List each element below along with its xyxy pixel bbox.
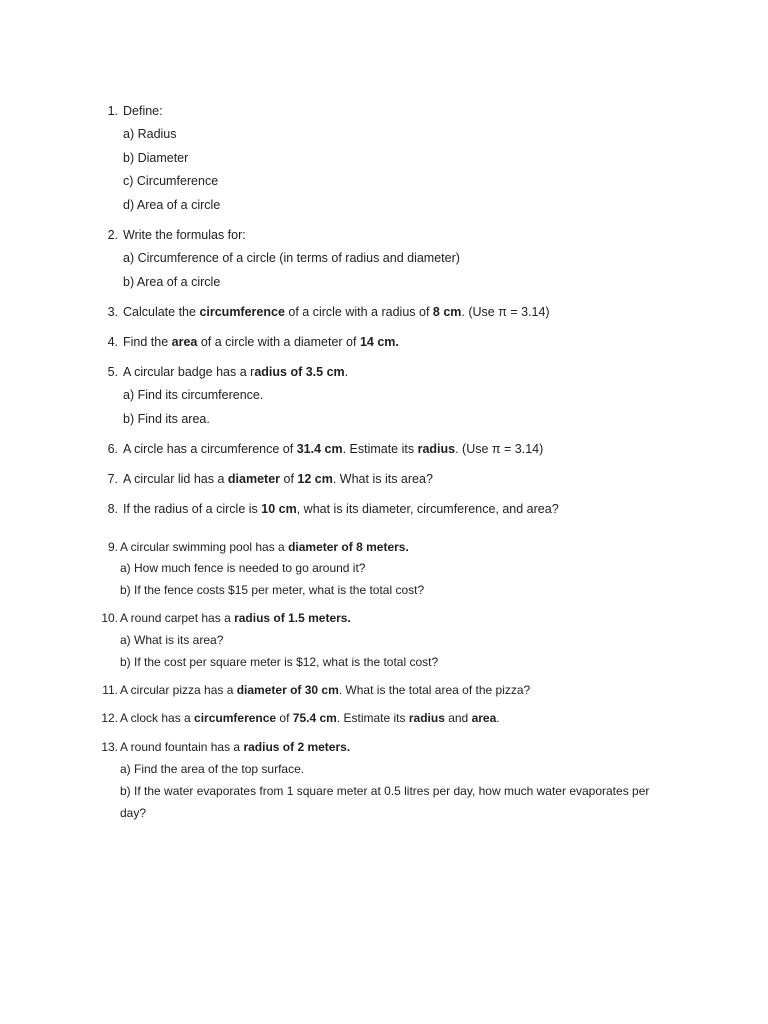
text-segment: If the radius of a circle is — [123, 502, 262, 516]
question-text — [123, 228, 246, 243]
bold-term: area — [471, 711, 497, 725]
question-text — [120, 740, 350, 755]
bold-term: 12 cm — [297, 472, 333, 486]
text-segment: A circular lid has a — [123, 472, 228, 486]
bold-term: diameter of 30 cm — [236, 683, 339, 697]
text-segment: A circle has a circumference of — [123, 442, 297, 456]
text-segment: A round carpet has a — [120, 611, 235, 625]
sub-question: b) Find its area. — [123, 412, 210, 426]
question-text — [123, 365, 348, 380]
sub-question: a) How much fence is needed to go around it? — [120, 561, 366, 575]
bold-term: area — [171, 335, 198, 349]
text-segment: Write the formulas for: — [123, 228, 246, 242]
text-segment: A clock has a — [120, 711, 195, 725]
question-number: 8. — [107, 502, 118, 516]
text-segment: of a circle with a radius of — [284, 305, 433, 319]
bold-term: adius of 3.5 cm — [254, 365, 345, 379]
sub-question: a) Find the area of the top surface. — [120, 762, 305, 776]
bold-term: 31.4 cm — [296, 442, 343, 456]
sub-question: b) Area of a circle — [123, 275, 221, 289]
question-number: 13. — [101, 740, 118, 754]
question-number: 2. — [107, 228, 118, 242]
bold-term: diameter — [227, 472, 281, 486]
text-segment: . — [344, 365, 349, 379]
text-segment: . — [496, 711, 500, 725]
question-number: 9. — [107, 540, 118, 554]
sub-question: day? — [120, 806, 147, 820]
text-segment: and — [444, 711, 472, 725]
text-segment: , what is its diameter, circumference, and area? — [296, 502, 559, 516]
bold-term: radius of 2 meters. — [243, 740, 351, 754]
text-segment: . What is the total area of the pizza? — [338, 683, 531, 697]
bold-term: diameter of 8 meters. — [288, 540, 409, 554]
sub-question: d) Area of a circle — [123, 198, 221, 212]
bold-term: 10 cm — [261, 502, 297, 516]
sub-question: c) Circumference — [123, 174, 219, 188]
question-text — [120, 611, 351, 626]
question-number: 6. — [107, 442, 118, 456]
sub-question: b) If the water evaporates from 1 square meter at 0.5 litres per day, how much water evaporates per — [120, 784, 650, 798]
question-text — [123, 502, 559, 517]
sub-question: a) What is its area? — [120, 633, 224, 647]
text-segment: Define: — [123, 104, 163, 118]
question-text — [123, 305, 550, 320]
sub-question: a) Circumference of a circle (in terms of radius and diameter) — [123, 251, 460, 265]
sub-question: a) Radius — [123, 127, 177, 141]
text-segment: A circular swimming pool has a — [120, 540, 289, 554]
sub-question: b) If the cost per square meter is $12, what is the total cost? — [120, 655, 439, 669]
sub-question: b) Diameter — [123, 151, 189, 165]
text-segment: Find the — [123, 335, 172, 349]
question-number: 10. — [101, 611, 118, 625]
question-text — [123, 104, 163, 119]
question-number: 5. — [107, 365, 118, 379]
bold-term: circumference — [199, 305, 285, 319]
sub-question: a) Find its circumference. — [123, 388, 264, 402]
text-segment: . What is its area? — [332, 472, 433, 486]
text-segment: A circular pizza has a — [120, 683, 237, 697]
text-segment: A circular badge has a r — [123, 365, 255, 379]
sub-question: b) If the fence costs $15 per meter, what is the total cost? — [120, 583, 425, 597]
question-text — [123, 335, 399, 350]
bold-term: radius — [408, 711, 445, 725]
text-segment: Calculate the — [123, 305, 200, 319]
text-segment: . Estimate its — [342, 442, 418, 456]
text-segment: of a circle with a diameter of — [197, 335, 360, 349]
text-segment: . Estimate its — [336, 711, 409, 725]
question-text — [120, 540, 409, 555]
bold-term: 8 cm — [432, 305, 462, 319]
question-number: 11. — [102, 683, 118, 697]
question-text — [120, 711, 500, 726]
text-segment: . (Use π = 3.14) — [461, 305, 550, 319]
question-text — [123, 472, 433, 487]
question-number: 1. — [107, 104, 118, 118]
bold-term: 14 cm. — [359, 335, 399, 349]
text-segment: . (Use π = 3.14) — [455, 442, 544, 456]
text-segment: of — [280, 472, 298, 486]
question-text — [120, 683, 530, 698]
question-number: 12. — [101, 711, 118, 725]
question-number: 3. — [107, 305, 118, 319]
bold-term: circumference — [194, 711, 277, 725]
question-number: 7. — [107, 472, 118, 486]
question-number: 4. — [107, 335, 118, 349]
bold-term: radius of 1.5 meters. — [234, 611, 351, 625]
bold-term: 75.4 cm — [292, 711, 337, 725]
text-segment: A round fountain has a — [120, 740, 244, 754]
text-segment: of — [276, 711, 293, 725]
question-text — [123, 442, 543, 457]
bold-term: radius — [417, 442, 456, 456]
